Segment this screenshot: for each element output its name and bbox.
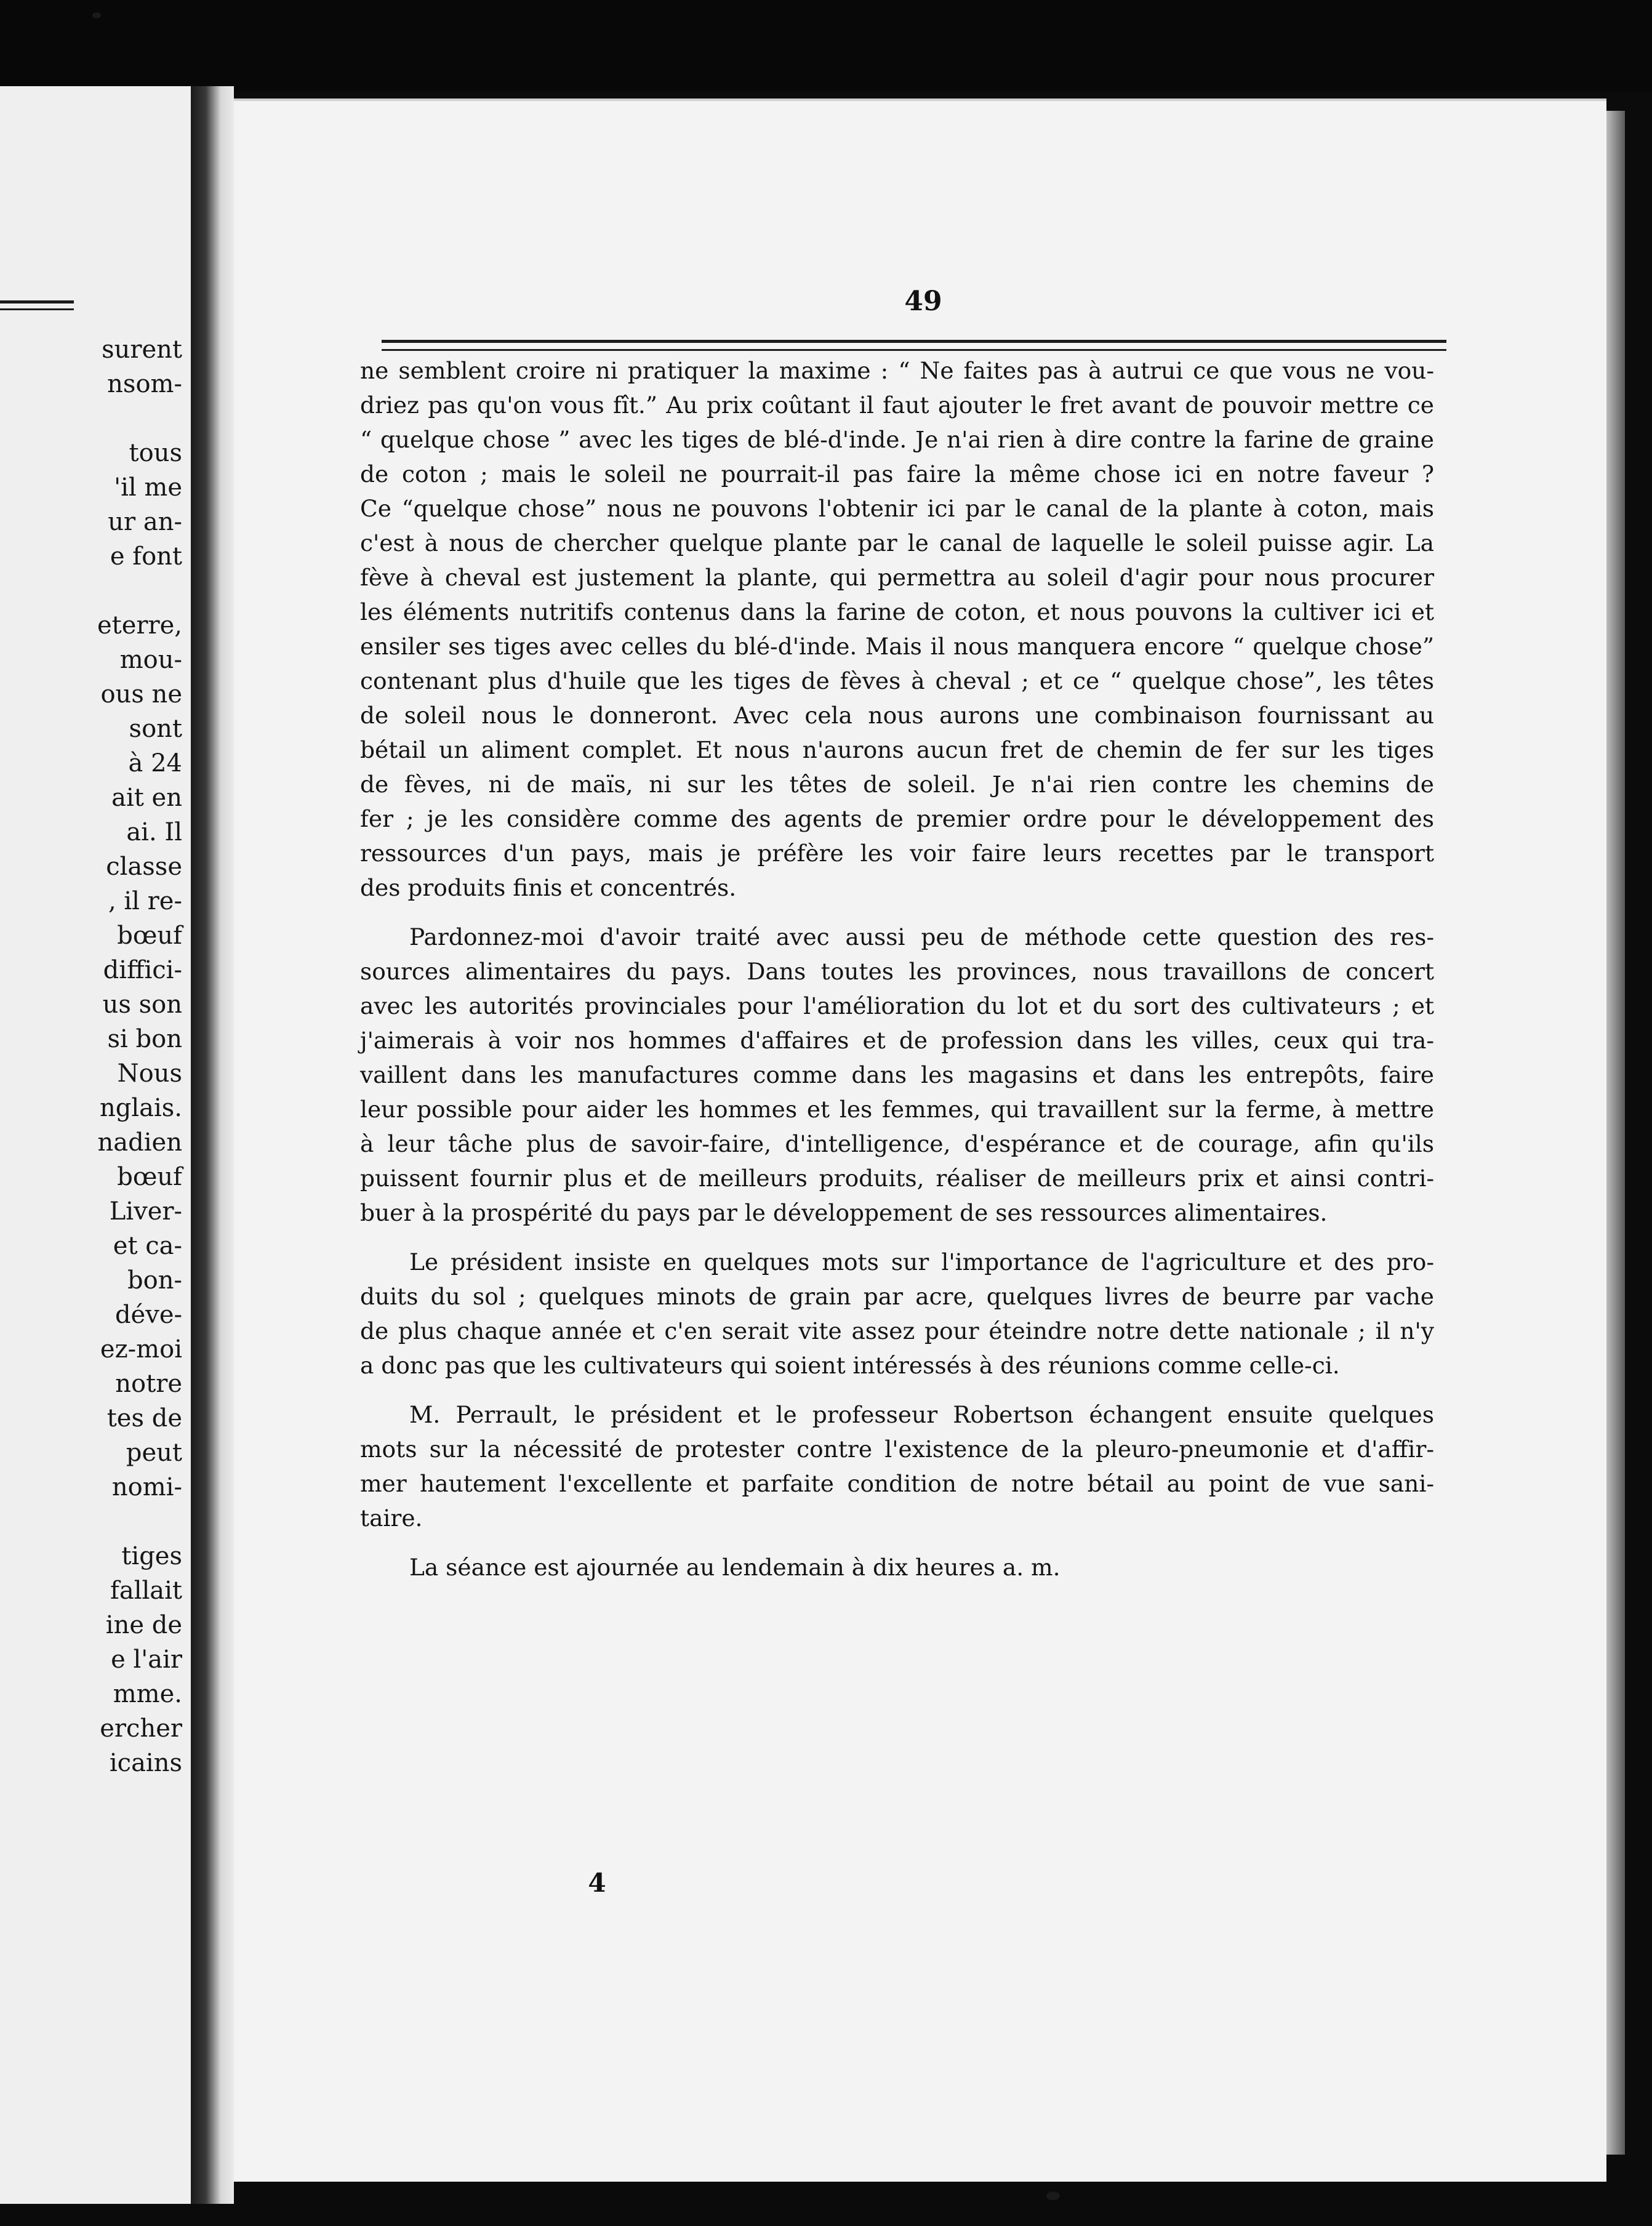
left-text-line: eterre, xyxy=(97,611,182,640)
left-text-line: nglais. xyxy=(99,1094,182,1122)
text-line: c'est à nous de chercher quelque plante par le canal de laquelle le soleil puisse agir. La xyxy=(360,529,1434,556)
left-text-line: peut xyxy=(126,1439,182,1467)
left-text-line: notre xyxy=(115,1370,182,1398)
text-line: de plus chaque année et c'en serait vite assez pour éteindre notre dette nationale ; il n'y xyxy=(360,1317,1434,1344)
left-text-line: ait en xyxy=(111,784,182,812)
text-line: contenant plus d'huile que les tiges de fèves à cheval ; et ce “ quelque chose”, les têtes xyxy=(360,667,1434,694)
scan-background xyxy=(0,0,1652,92)
left-text-line: ez-moi xyxy=(100,1335,182,1364)
paragraph-gap xyxy=(360,1230,1434,1245)
left-text-line: diffici- xyxy=(103,956,182,984)
text-line: les éléments nutritifs contenus dans la farine de coton, et nous pouvons la cultiver ici et xyxy=(360,598,1434,625)
text-line: de soleil nous le donneront. Avec cela nous aurons une combinaison fournissant au xyxy=(360,702,1434,729)
text-line: ensiler ses tiges avec celles du blé-d'inde. Mais il nous manquera encore “ quelque chose” xyxy=(360,633,1434,660)
body-text xyxy=(360,353,1434,1585)
footer-signature: 4 xyxy=(588,1868,606,1898)
left-text-line xyxy=(0,401,182,436)
left-text-line: nomi- xyxy=(111,1473,182,1501)
text-line: ressources d'un pays, mais je préfère les voir faire leurs recettes par le transport xyxy=(360,840,1434,867)
text-line: vaillent dans les manufactures comme dans les magasins et dans les entrepôts, faire xyxy=(360,1061,1434,1088)
left-text-line: et ca- xyxy=(113,1232,182,1260)
left-text-line: si bon xyxy=(107,1025,182,1053)
left-text-line: icains xyxy=(109,1749,182,1777)
text-line: bétail un aliment complet. Et nous n'aurons aucun fret de chemin de fer sur les tiges xyxy=(360,736,1434,763)
header-rule xyxy=(382,340,1446,351)
left-text-line: à 24 xyxy=(128,749,182,777)
scan-speck xyxy=(92,12,101,18)
left-text-line: bœuf xyxy=(117,922,182,950)
left-text-line: 'il me xyxy=(114,473,182,502)
text-line: des produits finis et concentrés. xyxy=(360,874,737,901)
left-text-line: tes de xyxy=(106,1404,182,1432)
paragraph-gap xyxy=(360,1535,1434,1550)
left-text-line: nadien xyxy=(97,1128,182,1157)
left-header-rule xyxy=(0,300,74,310)
text-line: leur possible pour aider les hommes et les femmes, qui travaillent sur la ferme, à mettre xyxy=(360,1096,1434,1123)
text-line: mer hautement l'excellente et parfaite condition de notre bétail au point de vue sani- xyxy=(360,1470,1434,1497)
left-text-line: Liver- xyxy=(109,1197,182,1226)
text-line: avec les autorités provinciales pour l'amélioration du lot et du sort des cultivateurs ; et xyxy=(360,992,1434,1019)
scan-speck xyxy=(1046,2192,1060,2200)
page-edge xyxy=(1606,111,1625,2155)
left-text-line: nsom- xyxy=(107,370,182,398)
text-line: de coton ; mais le soleil ne pourrait-il pas faire la même chose ici en notre faveur ? xyxy=(360,460,1434,488)
left-text-line: tous xyxy=(129,439,182,467)
text-line: sources alimentaires du pays. Dans toutes les provinces, nous travaillons de concert xyxy=(360,958,1434,985)
left-text-line xyxy=(0,1505,182,1539)
text-line: taire. xyxy=(360,1505,423,1532)
left-text-line: ous ne xyxy=(100,680,182,709)
left-text-line: tiges xyxy=(121,1542,182,1570)
left-text-line: bon- xyxy=(127,1266,182,1295)
text-line: buer à la prospérité du pays par le développement de ses ressources alimentaires. xyxy=(360,1199,1328,1226)
left-text-line: mme. xyxy=(113,1680,182,1708)
left-text-line: mou- xyxy=(119,646,182,674)
text-line: duits du sol ; quelques minots de grain par acre, quelques livres de beurre par vache xyxy=(360,1283,1434,1310)
text-line: à leur tâche plus de savoir-faire, d'intelligence, d'espérance et de courage, afin qu'ils xyxy=(360,1130,1434,1157)
text-line: de fèves, ni de maïs, ni sur les têtes de soleil. Je n'ai rien contre les chemins de xyxy=(360,771,1434,798)
text-line: driez pas qu'on vous fît.” Au prix coûtant il faut ajouter le fret avant de pouvoir mettre ce xyxy=(360,392,1434,419)
main-page xyxy=(234,98,1606,2182)
left-page-fragment xyxy=(0,86,194,2204)
left-text-line: e l'air xyxy=(111,1645,182,1674)
left-text-line: ercher xyxy=(100,1714,182,1743)
left-text-line: classe xyxy=(106,853,182,881)
text-line: M. Perrault, le président et le professeur Robertson échangent ensuite quelques xyxy=(409,1401,1434,1428)
text-line: Pardonnez-moi d'avoir traité avec aussi peu de méthode cette question des res- xyxy=(409,923,1434,950)
paragraph xyxy=(360,1397,1434,1535)
left-text-line: us son xyxy=(102,990,182,1019)
left-text-line xyxy=(0,574,182,608)
text-line: a donc pas que les cultivateurs qui soient intéressés à des réunions comme celle-ci. xyxy=(360,1352,1340,1379)
text-line: mots sur la nécessité de protester contre l'existence de la pleuro-pneumonie et d'affir- xyxy=(360,1436,1434,1463)
text-line: j'aimerais à voir nos hommes d'affaires et de profession dans les villes, ceux qui tra- xyxy=(360,1027,1434,1054)
page-number: 49 xyxy=(904,286,942,317)
left-text-line: , il re- xyxy=(108,887,182,915)
text-line: puissent fournir plus et de meilleurs produits, réaliser de meilleurs prix et ainsi contri- xyxy=(360,1165,1434,1192)
text-line: fève à cheval est justement la plante, qui permettra au soleil d'agir pour nous procurer xyxy=(360,564,1434,591)
left-text-line: bœuf xyxy=(117,1163,182,1191)
text-line: ne semblent croire ni pratiquer la maxime : “ Ne faites pas à autrui ce que vous ne vou- xyxy=(360,357,1434,384)
left-text-line: ine de xyxy=(105,1611,182,1639)
left-text-line: ur an- xyxy=(108,508,182,536)
text-line: Ce “quelque chose” nous ne pouvons l'obtenir ici par le canal de la plante à coton, mais xyxy=(360,495,1434,522)
left-text-line: déve- xyxy=(114,1301,182,1329)
text-line: “ quelque chose ” avec les tiges de blé-d'inde. Je n'ai rien à dire contre la farine de graine xyxy=(360,426,1434,453)
left-text-line: fallait xyxy=(110,1577,182,1605)
paragraph xyxy=(360,1245,1434,1383)
text-line: fer ; je les considère comme des agents de premier ordre pour le développement des xyxy=(360,805,1434,832)
left-text-line: ai. Il xyxy=(126,818,182,846)
text-line: Le président insiste en quelques mots sur l'importance de l'agriculture et des pro- xyxy=(409,1248,1434,1276)
left-page-text xyxy=(0,332,182,1780)
left-text-line: Nous xyxy=(117,1059,182,1088)
paragraph-gap xyxy=(360,1383,1434,1397)
paragraph xyxy=(360,1550,1434,1585)
paragraph xyxy=(360,920,1434,1230)
left-text-line: sont xyxy=(129,715,182,743)
text-line: La séance est ajournée au lendemain à dix heures a. m. xyxy=(409,1554,1061,1581)
left-text-line: surent xyxy=(102,336,182,364)
paragraph xyxy=(360,353,1434,905)
left-text-line: e font xyxy=(110,542,182,571)
paragraph-gap xyxy=(360,905,1434,920)
book-gutter xyxy=(191,86,234,2204)
